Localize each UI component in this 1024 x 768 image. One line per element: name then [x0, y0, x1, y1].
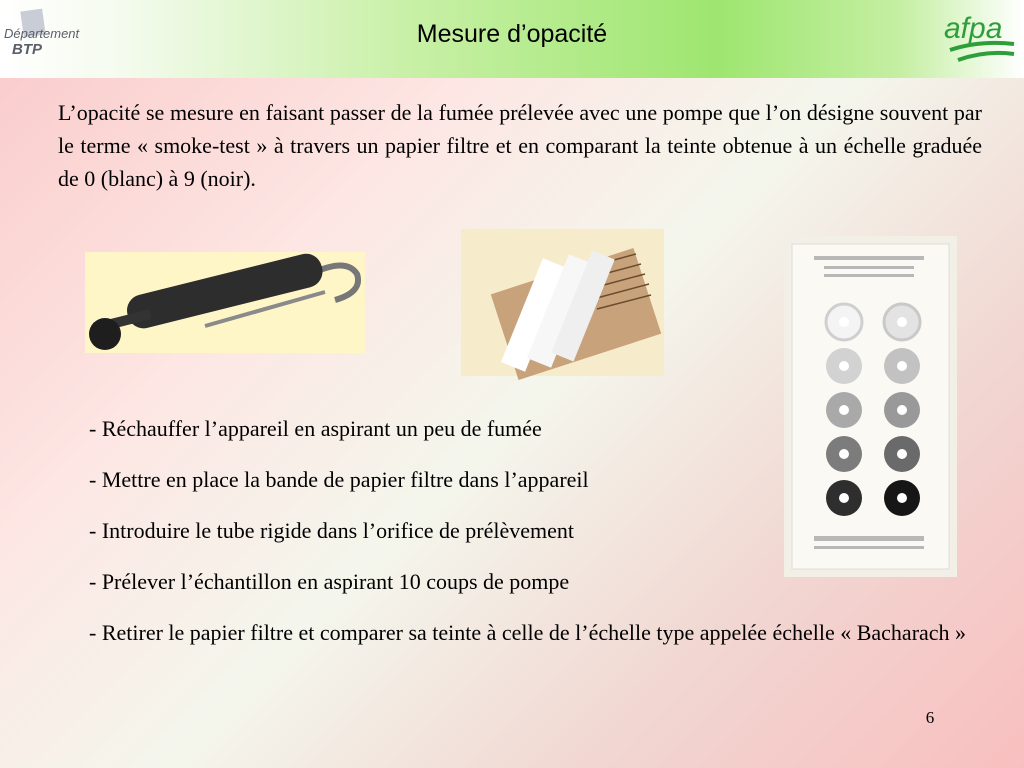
intro-paragraph: L’opacité se mesure en faisant passer de la fumée prélevée avec une pompe que l’on désigne souvent par le terme « smoke-test » à travers un papier filtre et en comparant la teinte obtenue à un échelle graduée de 0 (blanc) à 9 (noir). [58, 100, 982, 191]
step-item: - Prélever l’échantillon en aspirant 10 coups de pompe [89, 569, 570, 594]
btp-logo-line1: Département [4, 26, 80, 41]
header-band [0, 0, 1024, 78]
afpa-logo [940, 6, 1020, 72]
btp-logo-line2: BTP [12, 41, 42, 58]
step-item: - Retirer le papier filtre et comparer sa teinte à celle de l’échelle type appelée échelle « Bacharach » [89, 620, 967, 645]
afpa-logo-text: afpa [944, 12, 1003, 45]
step-item: - Mettre en place la bande de papier filtre dans l’appareil [89, 467, 589, 492]
steps-list [89, 413, 969, 648]
filter-paper-photo [461, 229, 664, 376]
page-number: 6 [925, 708, 935, 727]
smoke-pump-photo [85, 252, 365, 353]
slide-title: Mesure d’opacité [416, 20, 608, 48]
step-item: - Réchauffer l’appareil en aspirant un peu de fumée [89, 416, 542, 441]
step-item: - Introduire le tube rigide dans l’orifice de prélèvement [89, 518, 575, 543]
